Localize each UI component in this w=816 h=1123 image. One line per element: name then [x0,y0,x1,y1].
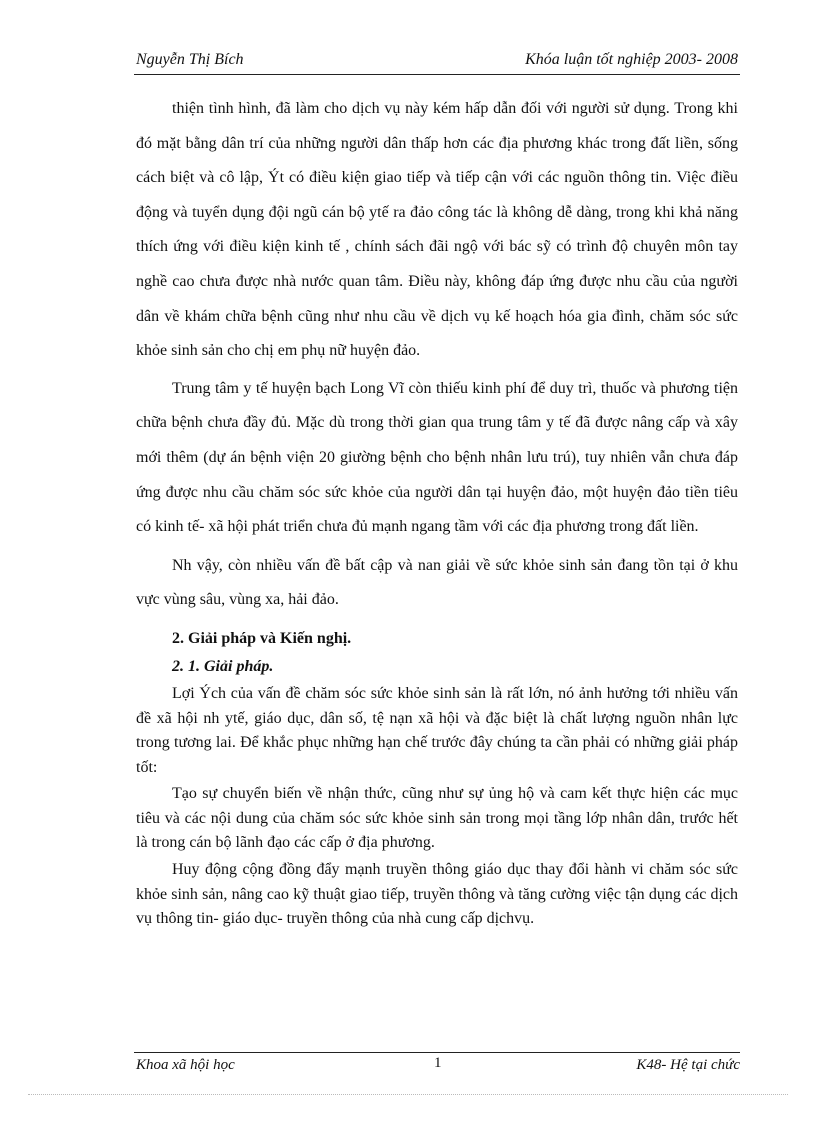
page-footer [134,1052,740,1077]
header-title: Khóa luận tốt nghiệp 2003- 2008 [525,51,738,68]
body-section-bottom [136,682,738,932]
header-author: Nguyễn Thị Bích [136,51,244,68]
paragraph: Tạo sự chuyển biến về nhận thức, cũng như sự ủng hộ và cam kết thực hiện các mục tiêu và các nội dung của chăm sóc sức khỏe sinh sản trong mọi tầng lớp nhân dân, trước hết là trong cán bộ lãnh đạo các cấp ở địa phương. [136,785,738,852]
paragraph: Huy động cộng đồng đẩy mạnh truyền thông giáo dục thay đổi hành vi chăm sóc sức khỏe sinh sản, nâng cao kỹ thuật giao tiếp, truyền thông và tăng cường việc tận dụng các dịch vụ thông tin- giáo dục- truyền thông của nhà cung cấp dịchvụ. [136,861,738,928]
paragraph: thiện tình hình, đã làm cho dịch vụ này kém hấp dẫn đối với người sử dụng. Trong khi đó mặt bằng dân trí của những người dân thấp hơn các địa phương khác trong đất liền, sống cách biệt và cô lập, Ýt có điều kiện giao tiếp và tiếp cận với các nguồn thông tin. Việc điều động và tuyển dụng đội ngũ cán bộ ytế ra đảo công tác là không dễ dàng, trong khi khả năng thích ứng với điều kiện kinh tế , chính sách đãi ngộ với bác sỹ có trình độ chuyên môn tay nghề cao chưa được nhà nước quan tâm. Điều này, không đáp ứng được nhu cầu của người dân về khám chữa bệnh cũng như nhu cầu về dịch vụ kế hoạch hóa gia đình, chăm sóc sức khỏe sinh sản cho chị em phụ nữ huyện đảo. [136,100,738,360]
page-number: 1 [434,1055,442,1071]
footer-class: K48- Hệ tại chức [636,1057,740,1073]
section-heading: 2. Giải pháp và Kiến nghị. [172,629,352,647]
body-section-top [136,92,738,618]
page-header [134,50,740,75]
paragraph: Nh vậy, còn nhiều vấn đề bất cập và nan giải về sức khỏe sinh sản đang tồn tại ở khu vực vùng sâu, vùng xa, hải đảo. [136,556,738,609]
paragraph: Lợi Ých của vấn đề chăm sóc sức khỏe sinh sản là rất lớn, nó ảnh hưởng tới nhiều vấn đề xã hội nh ytế, giáo dục, dân số, tệ nạn xã hội và đặc biệt là chất lượng nguồn nhân lực trong tương lai. Để khắc phục những hạn chế trước đây chúng ta cần phải có những giải pháp tốt: [136,684,738,776]
page-edge-divider [28,1094,788,1095]
paragraph: Trung tâm y tế huyện bạch Long Vĩ còn thiếu kinh phí để duy trì, thuốc và phương tiện chữa bệnh chưa đầy đủ. Mặc dù trong thời gian qua trung tâm y tế đã được nâng cấp và xây mới thêm (dự án bệnh viện 20 giường bệnh cho bệnh nhân lưu trú), tuy nhiên vẫn chưa đáp ứng được nhu cầu chăm sóc sức khỏe của người dân tại huyện đảo, một huyện đảo tiền tiêu có kinh tế- xã hội phát triển chưa đủ mạnh ngang tầm với các địa phương trong đất liền. [136,379,738,536]
footer-department: Khoa xã hội học [136,1057,235,1073]
page-body [136,92,738,932]
subsection-heading: 2. 1. Giải pháp. [172,657,274,675]
